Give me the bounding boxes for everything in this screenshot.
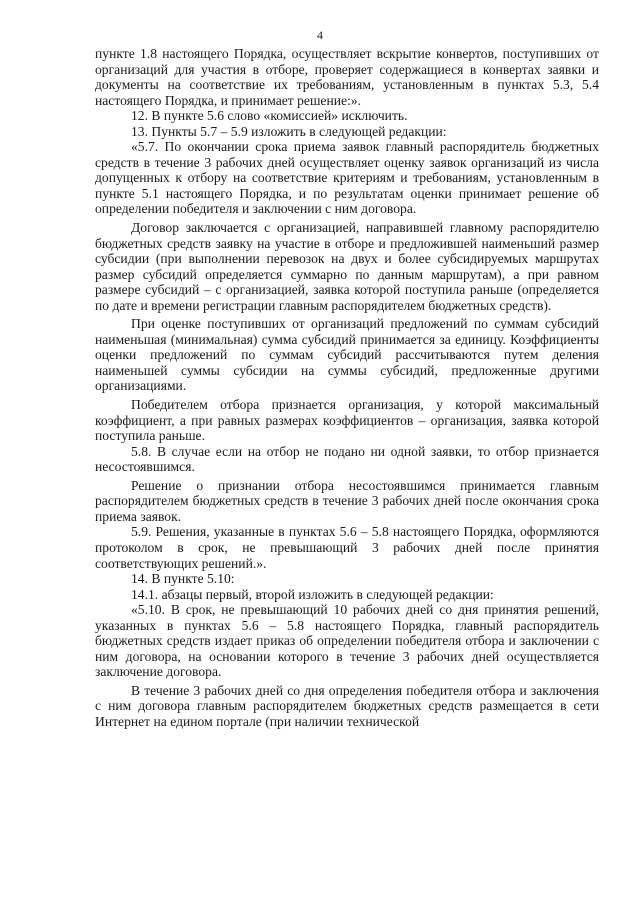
page-number: 4 — [317, 28, 323, 42]
paragraph-evaluation-coefficients: При оценке поступивших от организаций предложений по суммам субсидий наименьшая (минимальная) сумма субсидий принимается за единицу. Коэффициенты оценки предложений по суммам субсидий рассчитываются путем деления наименьшей суммы субсидии на суммы субсидий, предложенные другими организациями. — [95, 316, 599, 394]
paragraph-item-13: 13. Пункты 5.7 – 5.9 изложить в следующей редакции: — [131, 123, 447, 139]
paragraph-publication: В течение 3 рабочих дней со дня определения победителя отбора и заключения с ним договора главным распорядителем бюджетных средств размещается в сети Интернет на едином портале (при наличии технической — [95, 682, 599, 729]
paragraph-item-14: 14. В пункте 5.10: — [131, 571, 235, 587]
paragraph-continuation: пункте 1.8 настоящего Порядка, осуществляет вскрытие конвертов, поступивших от организаций для участия в отборе, проверяет содержащиеся в конвертах заявки и документы на соответствие их требованиям, установленным в пунктах 5.3, 5.4 настоящего Порядка, и принимает решение:». — [95, 46, 599, 108]
paragraph-clause-5-10: «5.10. В срок, не превышающий 10 рабочих дней со дня принятия решений, указанных в пунктах 5.6 – 5.8 настоящего Порядка, главный распорядитель бюджетных средств издает приказ об определении победителя отбора и заключении с ним договора, на основании которого в течение 3 рабочих дней осуществляется заключение договора. — [95, 602, 599, 680]
paragraph-clause-5-8: 5.8. В случае если на отбор не подано ни одной заявки, то отбор признается несостоявшимся. — [95, 443, 599, 475]
paragraph-contract-terms: Договор заключается с организацией, направившей главному распорядителю бюджетных средств заявку на участие в отборе и предложившей наименьший размер субсидии (при выполнении перевозок на двух и более субсидируемых маршрутах размер субсидий определяется суммарно по данным маршрутам), а при равном размере субсидий – с организацией, заявка которой поступила раньше (определяется по дате и времени регистрации главным распорядителем бюджетных средств). — [95, 220, 599, 313]
paragraph-clause-5-7: «5.7. По окончании срока приема заявок главный распорядитель бюджетных средств в течение 3 рабочих дней осуществляет оценку заявок организаций из числа допущенных к отбору на соответствие критериям и требованиям, установленным в пункте 5.1 настоящего Порядка, и по результатам оценки принимает решение об определении победителя и заключении с ним договора. — [95, 139, 599, 217]
paragraph-clause-5-9: 5.9. Решения, указанные в пунктах 5.6 – 5.8 настоящего Порядка, оформляются протоколом в срок, не превышающий 3 рабочих дней после принятия соответствующих решений.». — [95, 524, 599, 571]
paragraph-item-14-1: 14.1. абзацы первый, второй изложить в следующей редакции: — [131, 586, 494, 602]
paragraph-failed-selection: Решение о признании отбора несостоявшимся принимается главным распорядителем бюджетных средств в течение 3 рабочих дней после окончания срока приема заявок. — [95, 477, 599, 524]
paragraph-winner-selection: Победителем отбора признается организация, у которой максимальный коэффициент, а при равных размерах коэффициентов – организация, заявка которой поступила раньше. — [95, 397, 599, 444]
paragraph-item-12: 12. В пункте 5.6 слово «комиссией» исключить. — [131, 108, 408, 124]
document-body — [95, 46, 599, 730]
